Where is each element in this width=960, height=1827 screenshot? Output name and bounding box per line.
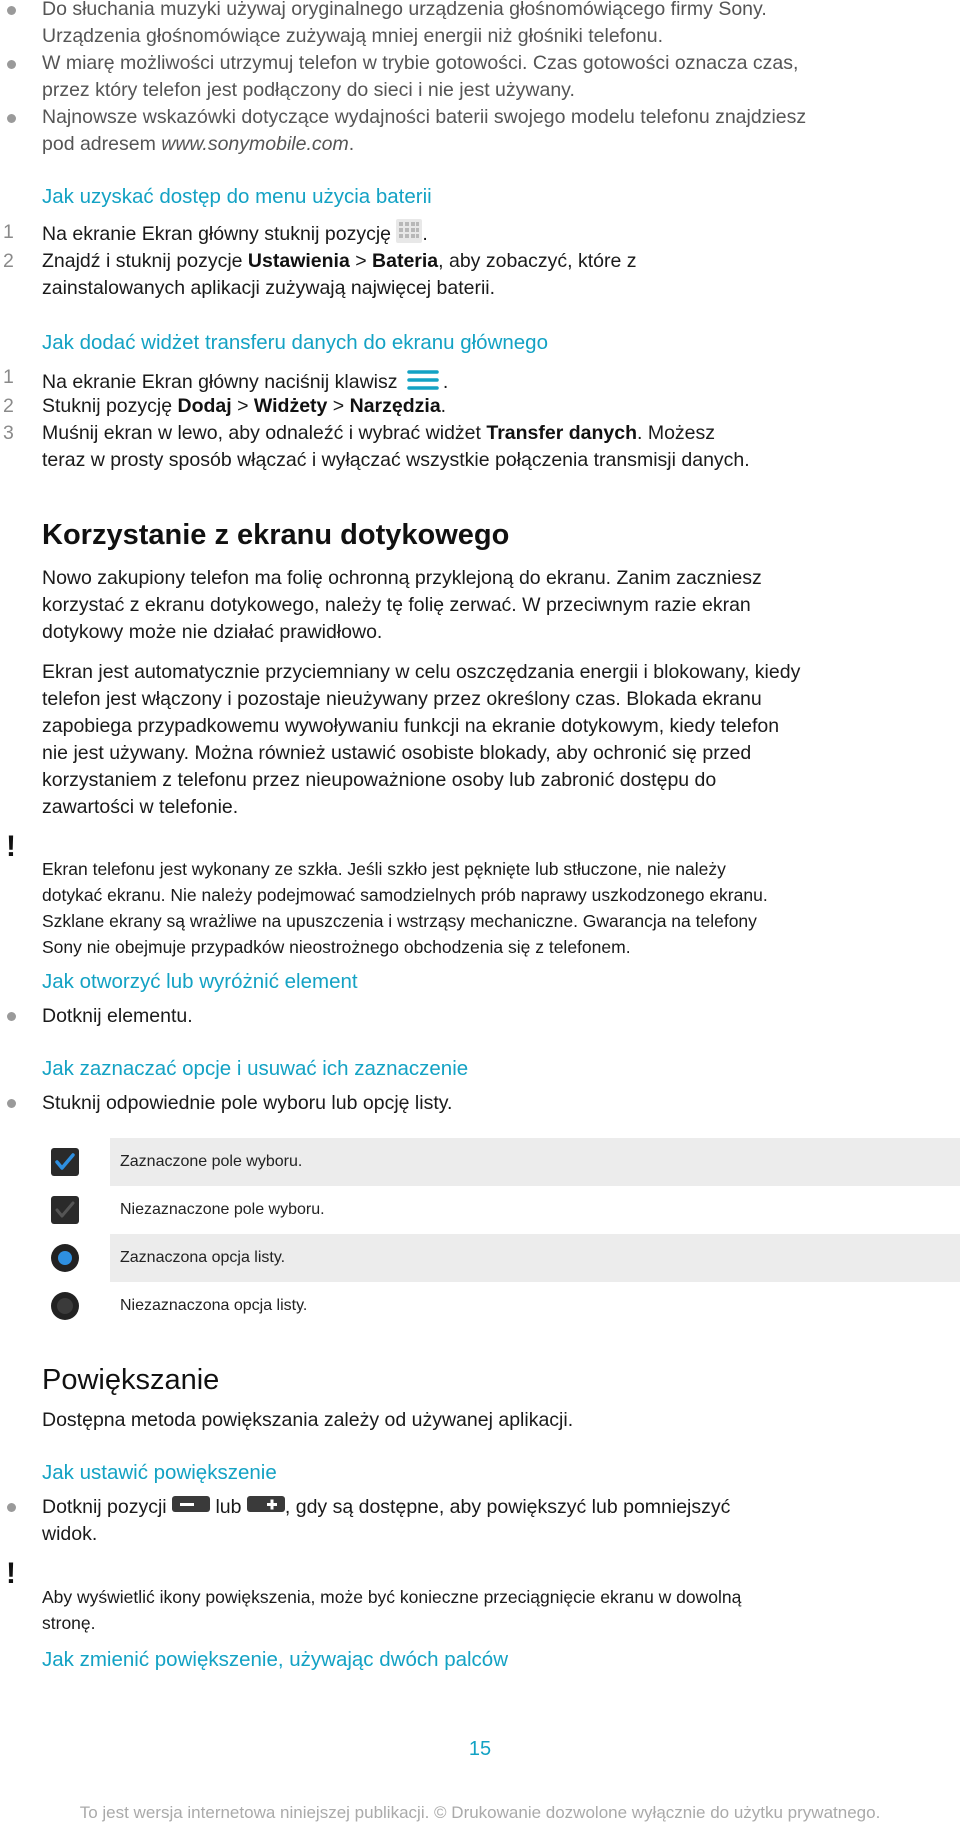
section-title-zoom: Powiększanie: [42, 1364, 220, 1396]
tip-2: W miarę możliwości utrzymuj telefon w trybie gotowości. Czas gotowości oznacza czas, przez który telefon jest podłączony do sieci i nie jest używany.: [42, 52, 799, 101]
zoom-note: Aby wyświetlić ikony powiększenia, może być konieczne przeciągnięcie ekranu w dowolną stronę.: [42, 1586, 742, 1633]
warning-icon: !: [6, 1557, 16, 1590]
footer-notice: To jest wersja internetowa niniejszej publikacji. © Drukowanie dozwolone wyłącznie do użytku prywatnego.: [79, 1803, 881, 1822]
option-row-unchecked-checkbox: [50, 1186, 960, 1234]
zoom-in-icon: [247, 1494, 285, 1521]
page-number: 15: [468, 1738, 492, 1760]
option-label: Niezaznaczona opcja listy.: [120, 1297, 308, 1314]
option-row-unselected-radio: [50, 1282, 960, 1330]
option-row-checked-checkbox: [50, 1138, 960, 1186]
widget-step-1: Na ekranie Ekran główny naciśnij klawisz .: [42, 364, 922, 402]
zoom-para: Dostępna metoda powiększania zależy od używanej aplikacji.: [42, 1409, 574, 1431]
bullet-dot: [7, 1012, 16, 1021]
tip-3: Najnowsze wskazówki dotyczące wydajności baterii swojego modelu telefonu znajdziesz pod adresem www.sonymobile.com.: [42, 106, 807, 155]
warning-icon: !: [6, 830, 16, 863]
option-label: Zaznaczone pole wyboru.: [110, 1138, 960, 1186]
battery-step-2: Znajdź i stuknij pozycje Ustawienia > Bateria, aby zobaczyć, które z zainstalowanych aplikacji zużywają najwięcej baterii.: [42, 250, 637, 299]
subheading-two-finger-zoom: Jak zmienić powiększenie, używając dwóch palców: [42, 1648, 509, 1671]
bullet-dot: [7, 1503, 16, 1512]
option-row-selected-radio: [50, 1234, 960, 1282]
step-number: 1: [3, 366, 14, 388]
bullet-dot: [7, 60, 16, 69]
step-number: 3: [3, 422, 14, 444]
radio-selected-icon: [50, 1243, 80, 1273]
zoom-bullet: Dotknij pozycji lub , gdy są dostępne, aby powiększyć lub pomniejszyć widok.: [42, 1496, 731, 1546]
option-label: Niezaznaczone pole wyboru.: [120, 1201, 325, 1218]
bullet-dot: [7, 6, 16, 15]
battery-step-1: Na ekranie Ekran główny stuknij pozycję .: [42, 219, 922, 251]
subheading-select-options: Jak zaznaczać opcje i usuwać ich zaznaczenie: [42, 1057, 469, 1080]
sony-link[interactable]: www.sonymobile.com: [161, 133, 349, 155]
apps-grid-icon: [396, 219, 422, 251]
checkbox-unchecked-icon: [50, 1195, 80, 1225]
open-item-bullet: Dotknij elementu.: [42, 1005, 193, 1027]
step-number: 2: [3, 250, 14, 272]
touch-para-2: Ekran jest automatycznie przyciemniany w celu oszczędzania energii i blokowany, kiedy telefon jest włączony i pozostaje nieużywany przez określony czas. Blokada ekranu zapobiega przypadkowemu wywoływaniu funkcji na ekranie dotykowym, kiedy telefon nie jest używany. Można również ustawić osobiste blokady, aby ochronić się przed korzystaniem z telefonu przez nieupoważnione osoby lub zabronić dostępu do zawartości w telefonie.: [42, 661, 801, 818]
select-options-bullet: Stuknij odpowiednie pole wyboru lub opcję listy.: [42, 1092, 453, 1114]
bullet-dot: [7, 114, 16, 123]
section-title-touch: Korzystanie z ekranu dotykowego: [42, 519, 510, 551]
subheading-set-zoom: Jak ustawić powiększenie: [42, 1461, 277, 1484]
bullet-dot: [7, 1099, 16, 1108]
glass-warning-note: Ekran telefonu jest wykonany ze szkła. Jeśli szkło jest pęknięte lub stłuczone, nie należy dotykać ekranu. Nie należy podejmować samodzielnych prób naprawy uszkodzonego ekranu. Szklane ekrany są wrażliwe na upuszczenia i wstrząsy mechaniczne. Gwarancja na telefony Sony nie obejmuje przypadków nieostrożnego obchodzenia się z telefonem.: [42, 858, 768, 957]
widget-step-2: Stuknij pozycję Dodaj > Widżety > Narzędzia.: [42, 395, 447, 417]
option-label: Zaznaczona opcja listy.: [110, 1234, 960, 1282]
checkbox-checked-icon: [50, 1147, 80, 1177]
widget-step-3: Muśnij ekran w lewo, aby odnaleźć i wybrać widżet Transfer danych. Możesz teraz w prosty sposób włączać i wyłączać wszystkie połączenia transmisji danych.: [42, 422, 750, 471]
step-number: 2: [3, 395, 14, 417]
subheading-open-item: Jak otworzyć lub wyróżnić element: [42, 970, 358, 993]
subheading-data-widget: Jak dodać widżet transferu danych do ekranu głównego: [42, 331, 548, 354]
radio-unselected-icon: [50, 1291, 80, 1321]
step-number: 1: [3, 221, 14, 243]
tip-1: Do słuchania muzyki używaj oryginalnego urządzenia głośnomówiącego firmy Sony. Urządzenia głośnomówiące zużywają mniej energii niż głośniki telefonu.: [42, 0, 767, 47]
touch-para-1: Nowo zakupiony telefon ma folię ochronną przyklejoną do ekranu. Zanim zaczniesz korzystać z ekranu dotykowego, należy tę folię zerwać. W przeciwnym razie ekran dotykowy może nie działać prawidłowo.: [42, 567, 762, 643]
zoom-out-icon: [172, 1494, 210, 1521]
subheading-battery-menu: Jak uzyskać dostęp do menu użycia baterii: [42, 185, 432, 208]
